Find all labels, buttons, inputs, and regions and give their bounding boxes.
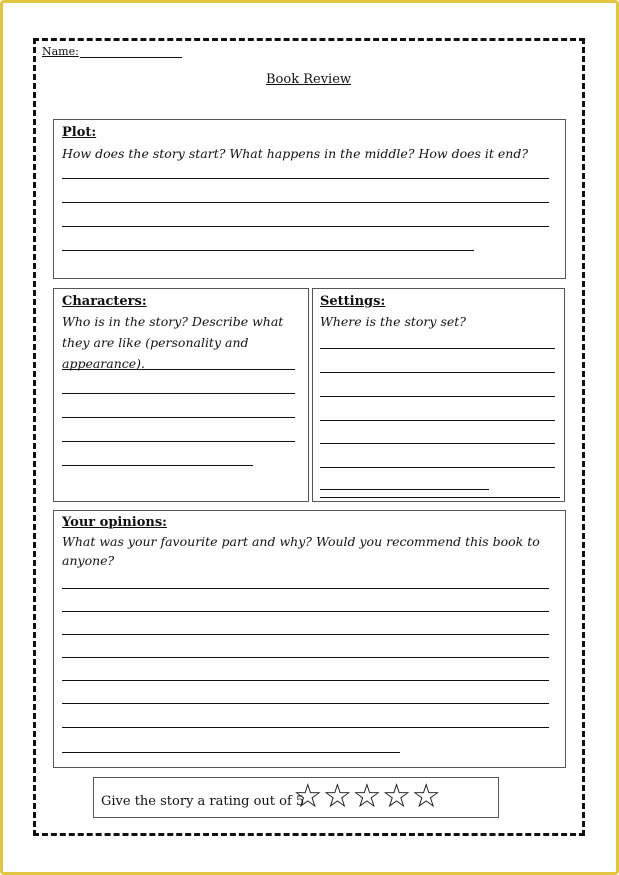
plot-write-line[interactable] <box>62 178 549 179</box>
opinions-write-line[interactable] <box>62 588 549 589</box>
characters-write-line[interactable] <box>62 465 253 466</box>
opinions-write-line[interactable] <box>62 680 549 681</box>
opinions-write-line[interactable] <box>62 634 549 635</box>
settings-write-line[interactable] <box>320 497 560 498</box>
characters-prompt: Who is in the story? Describe what they are like (personality and appearance). <box>62 314 284 371</box>
opinions-write-line[interactable] <box>62 727 549 728</box>
settings-heading: Settings: <box>320 294 386 309</box>
settings-write-line[interactable] <box>320 396 555 397</box>
characters-write-line[interactable] <box>62 441 295 442</box>
settings-write-line[interactable] <box>320 467 555 468</box>
characters-write-line[interactable] <box>62 393 295 394</box>
name-write-line[interactable] <box>80 57 182 58</box>
characters-heading: Characters: <box>62 294 147 309</box>
characters-write-line[interactable] <box>62 417 295 418</box>
opinions-write-line[interactable] <box>62 752 400 753</box>
opinions-write-line[interactable] <box>62 611 549 612</box>
name-label: Name: <box>42 45 79 58</box>
settings-prompt: Where is the story set? <box>320 314 466 329</box>
page-title: Book Review <box>266 72 352 87</box>
settings-write-line[interactable] <box>320 489 489 490</box>
plot-heading: Plot: <box>62 125 97 140</box>
opinions-write-line[interactable] <box>62 703 549 704</box>
settings-write-line[interactable] <box>320 420 555 421</box>
plot-prompt: How does the story start? What happens in the middle? How does it end? <box>62 146 529 161</box>
star-rating-icons[interactable]: ☆☆☆☆☆ <box>293 776 441 815</box>
plot-write-line[interactable] <box>62 226 549 227</box>
opinions-write-line[interactable] <box>62 657 549 658</box>
settings-write-line[interactable] <box>320 443 555 444</box>
opinions-heading: Your opinions: <box>62 515 167 530</box>
rating-label: Give the story a rating out of 5 <box>101 794 305 809</box>
plot-write-line[interactable] <box>62 250 474 251</box>
settings-write-line[interactable] <box>320 372 555 373</box>
characters-write-line[interactable] <box>62 369 295 370</box>
plot-write-line[interactable] <box>62 202 549 203</box>
opinions-prompt: What was your favourite part and why? Would you recommend this book to anyone? <box>62 534 540 568</box>
settings-write-line[interactable] <box>320 348 555 349</box>
